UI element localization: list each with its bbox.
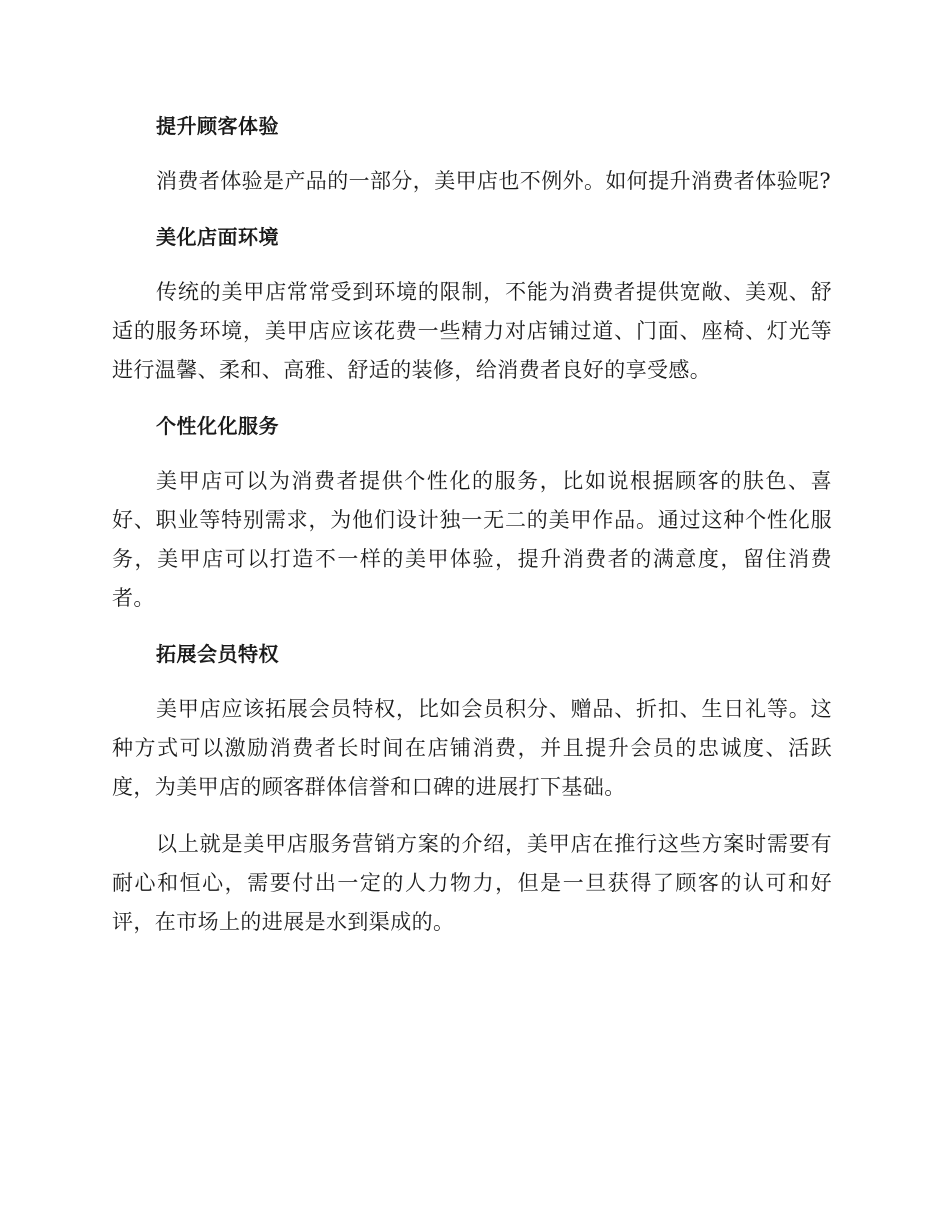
document-page	[112, 108, 832, 960]
conclusion-paragraph: 以上就是美甲店服务营销方案的介绍，美甲店在推行这些方案时需要有耐心和恒心，需要付出一定的人力物力，但是一旦获得了顾客的认可和好评，在市场上的进展是水到渠成的。	[112, 832, 832, 934]
section-heading-personalized-service: 个性化化服务	[156, 414, 279, 438]
section-heading-customer-experience: 提升顾客体验	[156, 114, 279, 138]
section-heading-store-environment: 美化店面环境	[156, 225, 279, 249]
section-paragraph-member-privileges: 美甲店应该拓展会员特权，比如会员积分、赠品、折扣、生日礼等。这种方式可以激励消费者长时间在店铺消费，并且提升会员的忠诚度、活跃度，为美甲店的顾客群体信誉和口碑的进展打下基础。	[112, 697, 832, 799]
section-paragraph-personalized-service: 美甲店可以为消费者提供个性化的服务，比如说根据顾客的肤色、喜好、职业等特别需求，为他们设计独一无二的美甲作品。通过这种个性化服务，美甲店可以打造不一样的美甲体验，提升消费者的满意度，留住消费者。	[112, 469, 832, 610]
section-paragraph-store-environment: 传统的美甲店常常受到环境的限制，不能为消费者提供宽敞、美观、舒适的服务环境，美甲店应该花费一些精力对店铺过道、门面、座椅、灯光等进行温馨、柔和、高雅、舒适的装修，给消费者良好的享受感。	[112, 280, 832, 382]
section-heading-member-privileges: 拓展会员特权	[156, 642, 279, 666]
section-paragraph-customer-experience: 消费者体验是产品的一部分，美甲店也不例外。如何提升消费者体验呢?	[156, 169, 832, 193]
